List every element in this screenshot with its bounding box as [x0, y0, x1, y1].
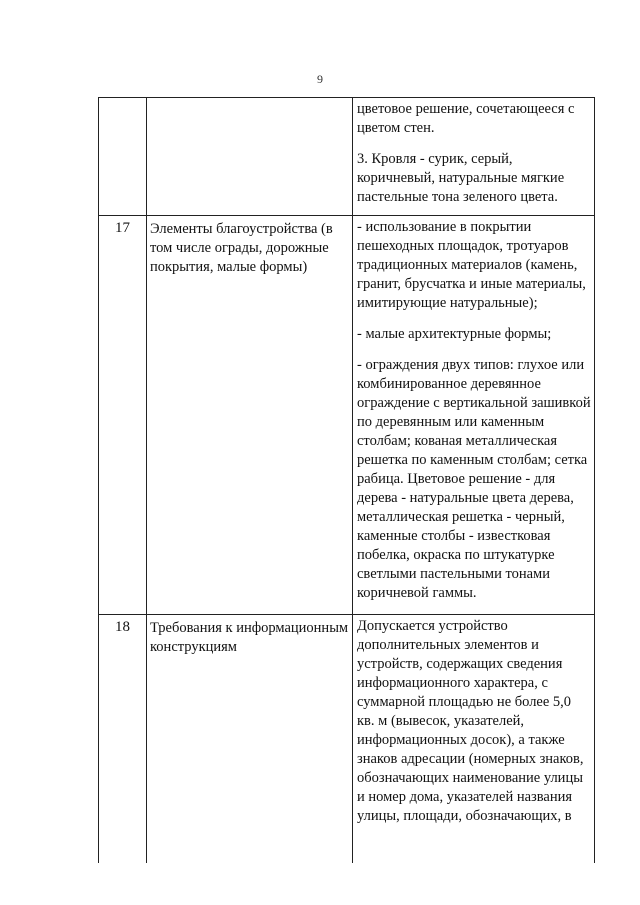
element-name: Требования к информационным конструкциям: [147, 615, 353, 864]
element-name: Элементы благоустройства (в том числе ограды, дорожные покрытия, малые формы): [147, 216, 353, 615]
requirements-cell: [353, 615, 595, 864]
requirements-table: [98, 97, 595, 863]
requirement-paragraph: - использование в покрытии пешеходных площадок, тротуаров традиционных материалов (камень, гранит, брусчатка и иные материалы, имитирующие натуральные);: [357, 219, 586, 311]
requirement-paragraph: 3. Кровля - сурик, серый, коричневый, натуральные мягкие пастельные тона зеленого цвета.: [357, 151, 565, 205]
requirement-paragraph: цветовое решение, сочетающееся с цветом стен.: [357, 101, 575, 136]
table-row: [99, 216, 595, 615]
row-number: [99, 98, 147, 216]
requirements-cell: [353, 216, 595, 615]
table-row: [99, 98, 595, 216]
requirement-paragraph: - малые архитектурные формы;: [357, 326, 552, 342]
row-number: 17: [99, 216, 147, 615]
element-name: [147, 98, 353, 216]
requirement-paragraph: - ограждения двух типов: глухое или комбинированное деревянное ограждение с вертикальной зашивкой по деревянным или каменным столбам; кованая металлическая решетка по каменным столбам; сетка рабица. Цветовое решение - для дерева - натуральные цвета дерева, металлическая решетка - черный, каменные столбы - известковая побелка, окраска по штукатурке светлыми пастельными тонами коричневой гаммы.: [357, 357, 591, 601]
requirement-paragraph: Допускается устройство дополнительных элементов и устройств, содержащих сведения информационного характера, с суммарной площадью не более 5,0 кв. м (вывесок, указателей, информационных досок), а также знаков адресации (номерных знаков, обозначающих наименование улицы и номер дома, указателей названия улицы, площади, обозначающих, в: [357, 618, 584, 824]
row-number: 18: [99, 615, 147, 864]
table-row: [99, 615, 595, 864]
page-number: 9: [317, 72, 323, 86]
requirements-cell: [353, 98, 595, 216]
